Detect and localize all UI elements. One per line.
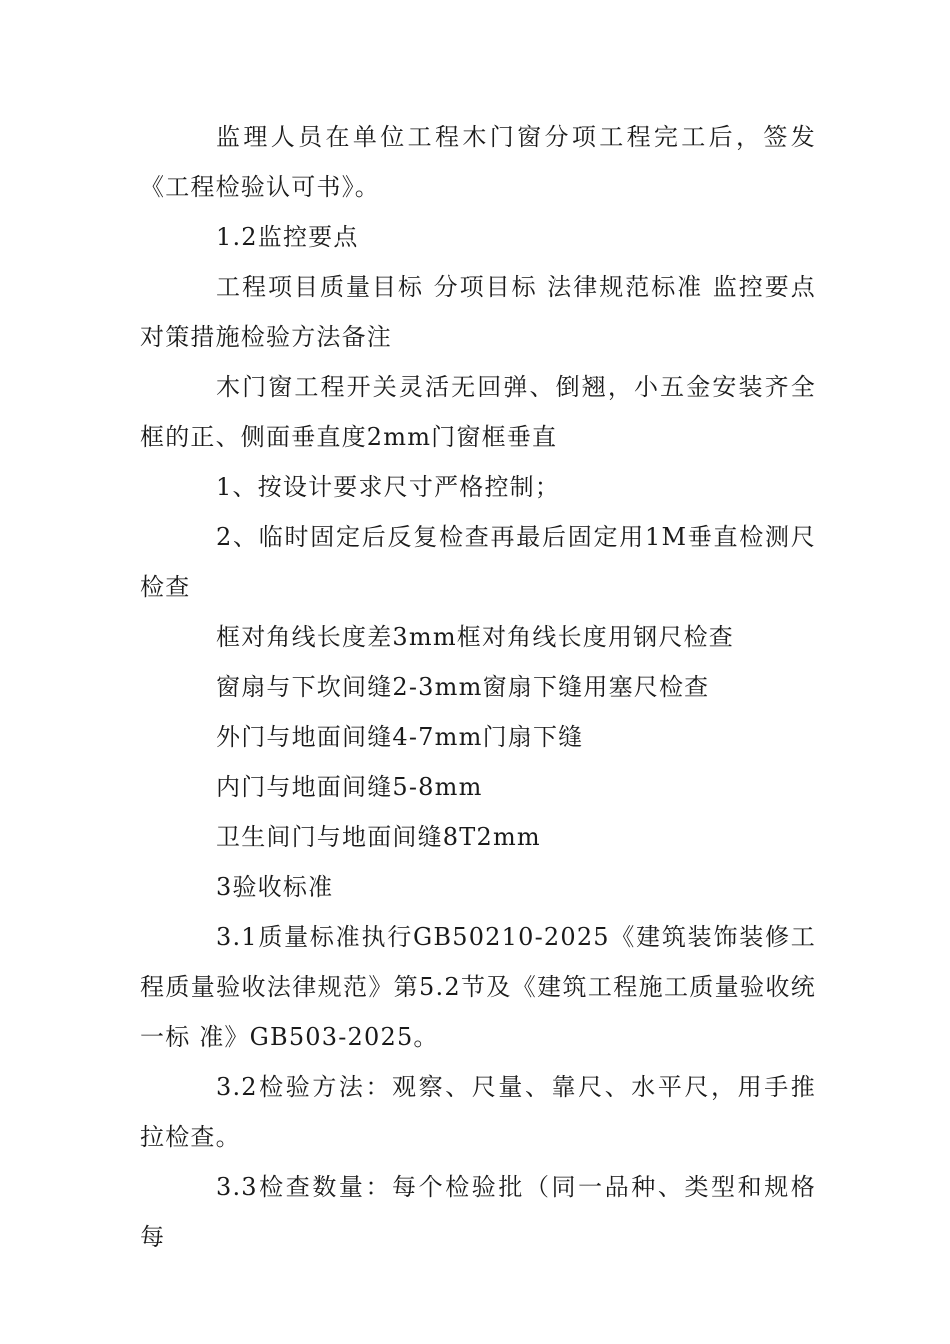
list-item-1: 1、按设计要求尺寸严格控制； [216,473,561,501]
paragraph-interior-door-gap: 内门与地面间缝5-8mm [216,773,483,801]
paragraph-diagonal-length: 框对角线长度差3mm框对角线长度用钢尺检查 [216,623,734,651]
paragraph-window-gap: 窗扇与下坎间缝2-3mm窗扇下缝用塞尺检查 [216,673,710,701]
paragraph-inspection-quantity: 3.3检查数量：每个检验批（同一品种、类型和规格 每 [140,1173,816,1251]
paragraph-table-headers: 工程项目质量目标 分项目标 法律规范标准 监控要点对策措施检验方法备注 [140,273,816,351]
document-page [140,112,816,1262]
paragraph-sign-off: 监理人员在单位工程木门窗分项工程完工后，签发 《工程检验认可书》。 [140,123,816,201]
heading-monitoring-points: 1.2监控要点 [216,223,359,251]
paragraph-bathroom-door-gap: 卫生间门与地面间缝8T2mm [216,823,541,851]
paragraph-quality-standard: 3.1质量标准执行GB50210-2025《建筑装饰装修工程质量验收法律规范》第5.2节及《建筑工程施工质量验收统一标 准》GB503-2025。 [140,923,816,1051]
paragraph-exterior-door-gap: 外门与地面间缝4-7mm门扇下缝 [216,723,584,751]
paragraph-inspection-method: 3.2检验方法：观察、尺量、靠尺、水平尺，用手推 拉检查。 [140,1073,816,1151]
list-item-2: 2、临时固定后反复检查再最后固定用1M垂直检测尺 检查 [140,523,816,601]
heading-acceptance-standard: 3验收标准 [216,873,334,901]
paragraph-door-window-requirements: 木门窗工程开关灵活无回弹、倒翘，小五金安装齐全 框的正、侧面垂直度2mm门窗框垂直 [140,373,816,451]
